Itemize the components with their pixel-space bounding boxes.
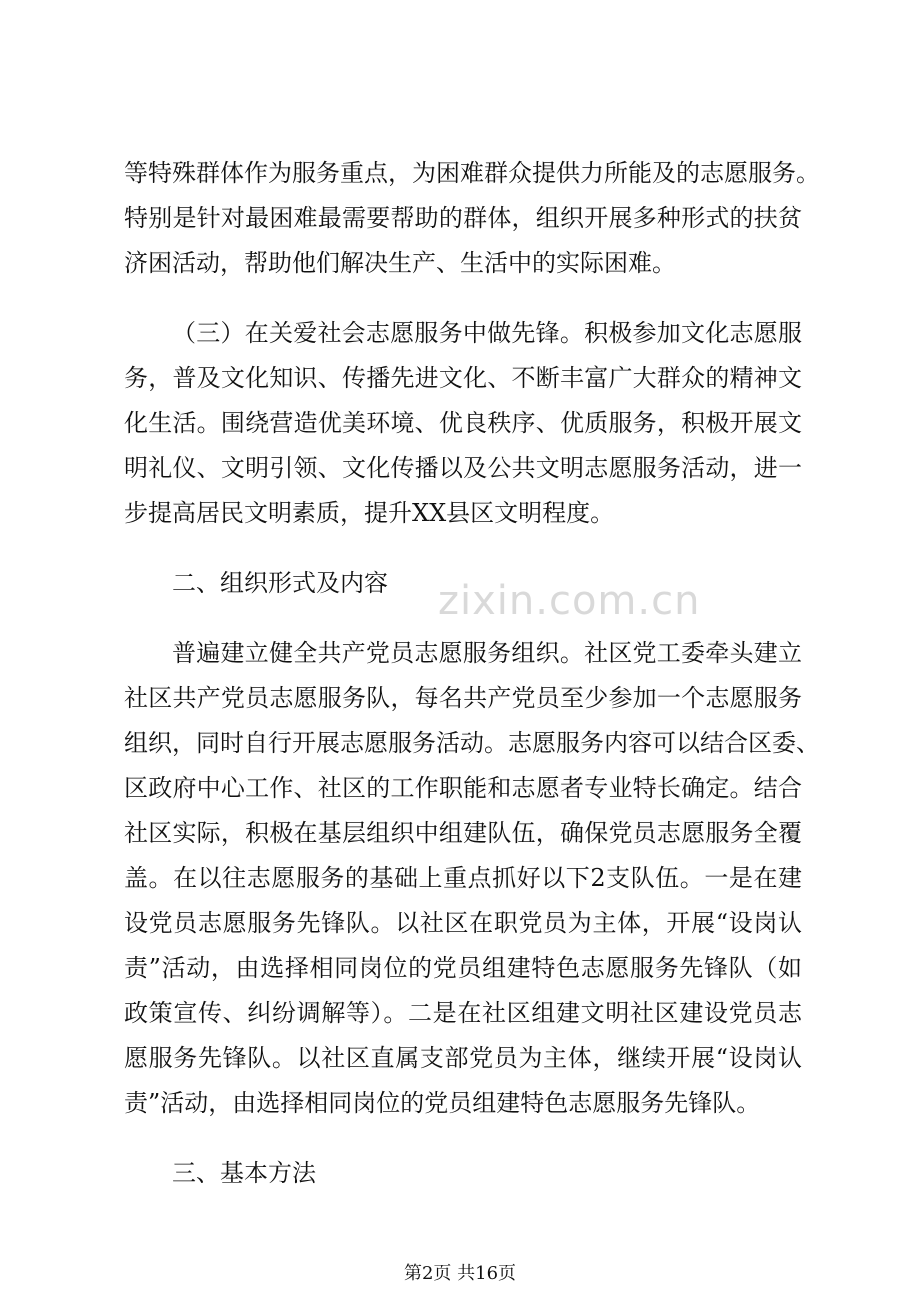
text-line: 济困活动，帮助他们解决生产、生活中的实际困难。 — [124, 249, 676, 277]
text-line: 组织，同时自行开展志愿服务活动。志愿服务内容可以结合区委、 — [124, 729, 820, 757]
text-line: 区政府中心工作、社区的工作职能和志愿者专业特长确定。结合 — [124, 774, 802, 802]
text-line: 设党员志愿服务先锋队。以社区在职党员为主体，开展“设岗认 — [124, 909, 802, 937]
section-heading: 三、基本方法 — [172, 1159, 316, 1187]
text-line: 愿服务先锋队。以社区直属支部党员为主体，继续开展“设岗认 — [124, 1044, 802, 1072]
text-line: 政策宣传、纠纷调解等）。二是在社区组建文明社区建设党员志 — [124, 999, 802, 1027]
section-heading: 二、组织形式及内容 — [172, 569, 388, 597]
text-line: （三）在关爱社会志愿服务中做先锋。积极参加文化志愿服 — [172, 319, 802, 347]
text-line: 盖。在以往志愿服务的基础上重点抓好以下2支队伍。一是在建 — [124, 864, 802, 892]
text-line: 步提高居民文明素质，提升XX县区文明程度。 — [124, 499, 615, 527]
text-line: 普遍建立健全共产党员志愿服务组织。社区党工委牵头建立 — [172, 639, 802, 667]
text-line: 责”活动，由选择相同岗位的党员组建特色志愿服务先锋队（如 — [124, 954, 802, 982]
text-line: 等特殊群体作为服务重点，为困难群众提供力所能及的志愿服务。 — [124, 159, 820, 187]
text-line: 社区共产党员志愿服务队，每名共产党员至少参加一个志愿服务 — [124, 684, 802, 712]
text-line: 特别是针对最困难最需要帮助的群体，组织开展多种形式的扶贫 — [124, 204, 802, 232]
text-line: 责”活动，由选择相同岗位的党员组建特色志愿服务先锋队。 — [124, 1089, 761, 1117]
text-line: 务，普及文化知识、传播先进文化、不断丰富广大群众的精神文 — [124, 364, 802, 392]
page-footer: 第2页 共16页 — [403, 1263, 517, 1284]
watermark: zixin.com.cn — [438, 578, 701, 624]
text-line: 社区实际，积极在基层组织中组建队伍，确保党员志愿服务全覆 — [124, 819, 802, 847]
text-line: 明礼仪、文明引领、文化传播以及公共文明志愿服务活动，进一 — [124, 454, 802, 482]
text-line: 化生活。围绕营造优美环境、优良秩序、优质服务，积极开展文 — [124, 409, 802, 437]
